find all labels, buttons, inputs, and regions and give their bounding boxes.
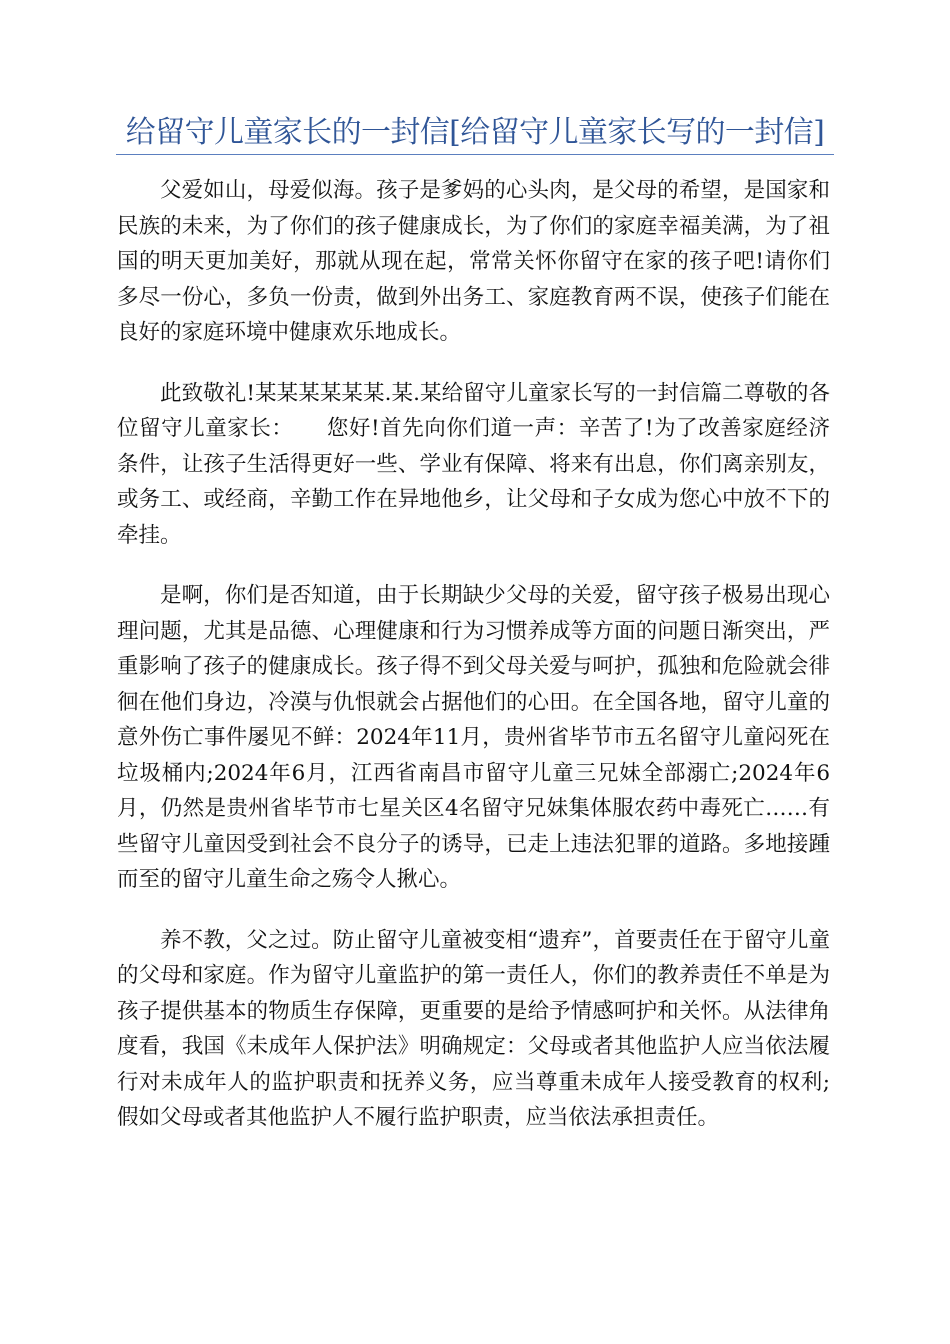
paragraph-1: 父爱如山，母爱似海。孩子是爹妈的心头肉，是父母的希望，是国家和民族的未来，为了你们的孩子健康成长，为了你们的家庭幸福美满，为了祖国的明天更加美好，那就从现在起，常常关怀你留守在家的孩子吧!请你们多尽一份心，多负一份责，做到外出务工、家庭教育两不误，使孩子们能在良好的家庭环境中健康欢乐地成长。 xyxy=(117,178,830,345)
paragraph-2: 此致敬礼!某某某某某某.某.某给留守儿童家长写的一封信篇二尊敬的各位留守儿童家长： 您好!首先向你们道一声：辛苦了!为了改善家庭经济条件，让孩子生活得更好一些、学业有保障、将来有出息，你们离亲别友，或务工、或经商，辛勤工作在异地他乡，让父母和子女成为您心中放不下的牵挂。 xyxy=(117,380,830,548)
document-title: 给留守儿童家长的一封信[给留守儿童家长写的一封信] xyxy=(125,115,825,150)
paragraph-4: 养不教，父之过。防止留守儿童被变相“遗弃”，首要责任在于留守儿童的父母和家庭。作为留守儿童监护的第一责任人，你们的教养责任不单是为孩子提供基本的物质生存保障，更重要的是给予情感呵护和关怀。从法律角度看，我国《未成年人保护法》明确规定：父母或者其他监护人应当依法履行对未成年人的监护职责和抚养义务，应当尊重未成年人接受教育的权利;假如父母或者其他监护人不履行监护职责，应当依法承担责任。 xyxy=(117,927,830,1130)
document-body xyxy=(117,173,830,1161)
paragraph-3: 是啊，你们是否知道，由于长期缺少父母的关爱，留守孩子极易出现心理问题，尤其是品德、心理健康和行为习惯养成等方面的问题日渐突出，严重影响了孩子的健康成长。孩子得不到父母关爱与呵护，孤独和危险就会徘徊在他们身边，冷漠与仇恨就会占据他们的心田。在全国各地，留守儿童的意外伤亡事件屡见不鲜：2024年11月，贵州省毕节市五名留守儿童闷死在垃圾桶内;2024年6月，江西省南昌市留守儿童三兄妹全部溺亡;2024年6月，仍然是贵州省毕节市七星关区4名留守兄妹集体服农药中毒死亡……有些留守儿童因受到社会不良分子的诱导，已走上违法犯罪的道路。多地接踵而至的留守儿童生命之殇令人揪心。 xyxy=(117,583,830,892)
title-underline xyxy=(116,154,834,155)
